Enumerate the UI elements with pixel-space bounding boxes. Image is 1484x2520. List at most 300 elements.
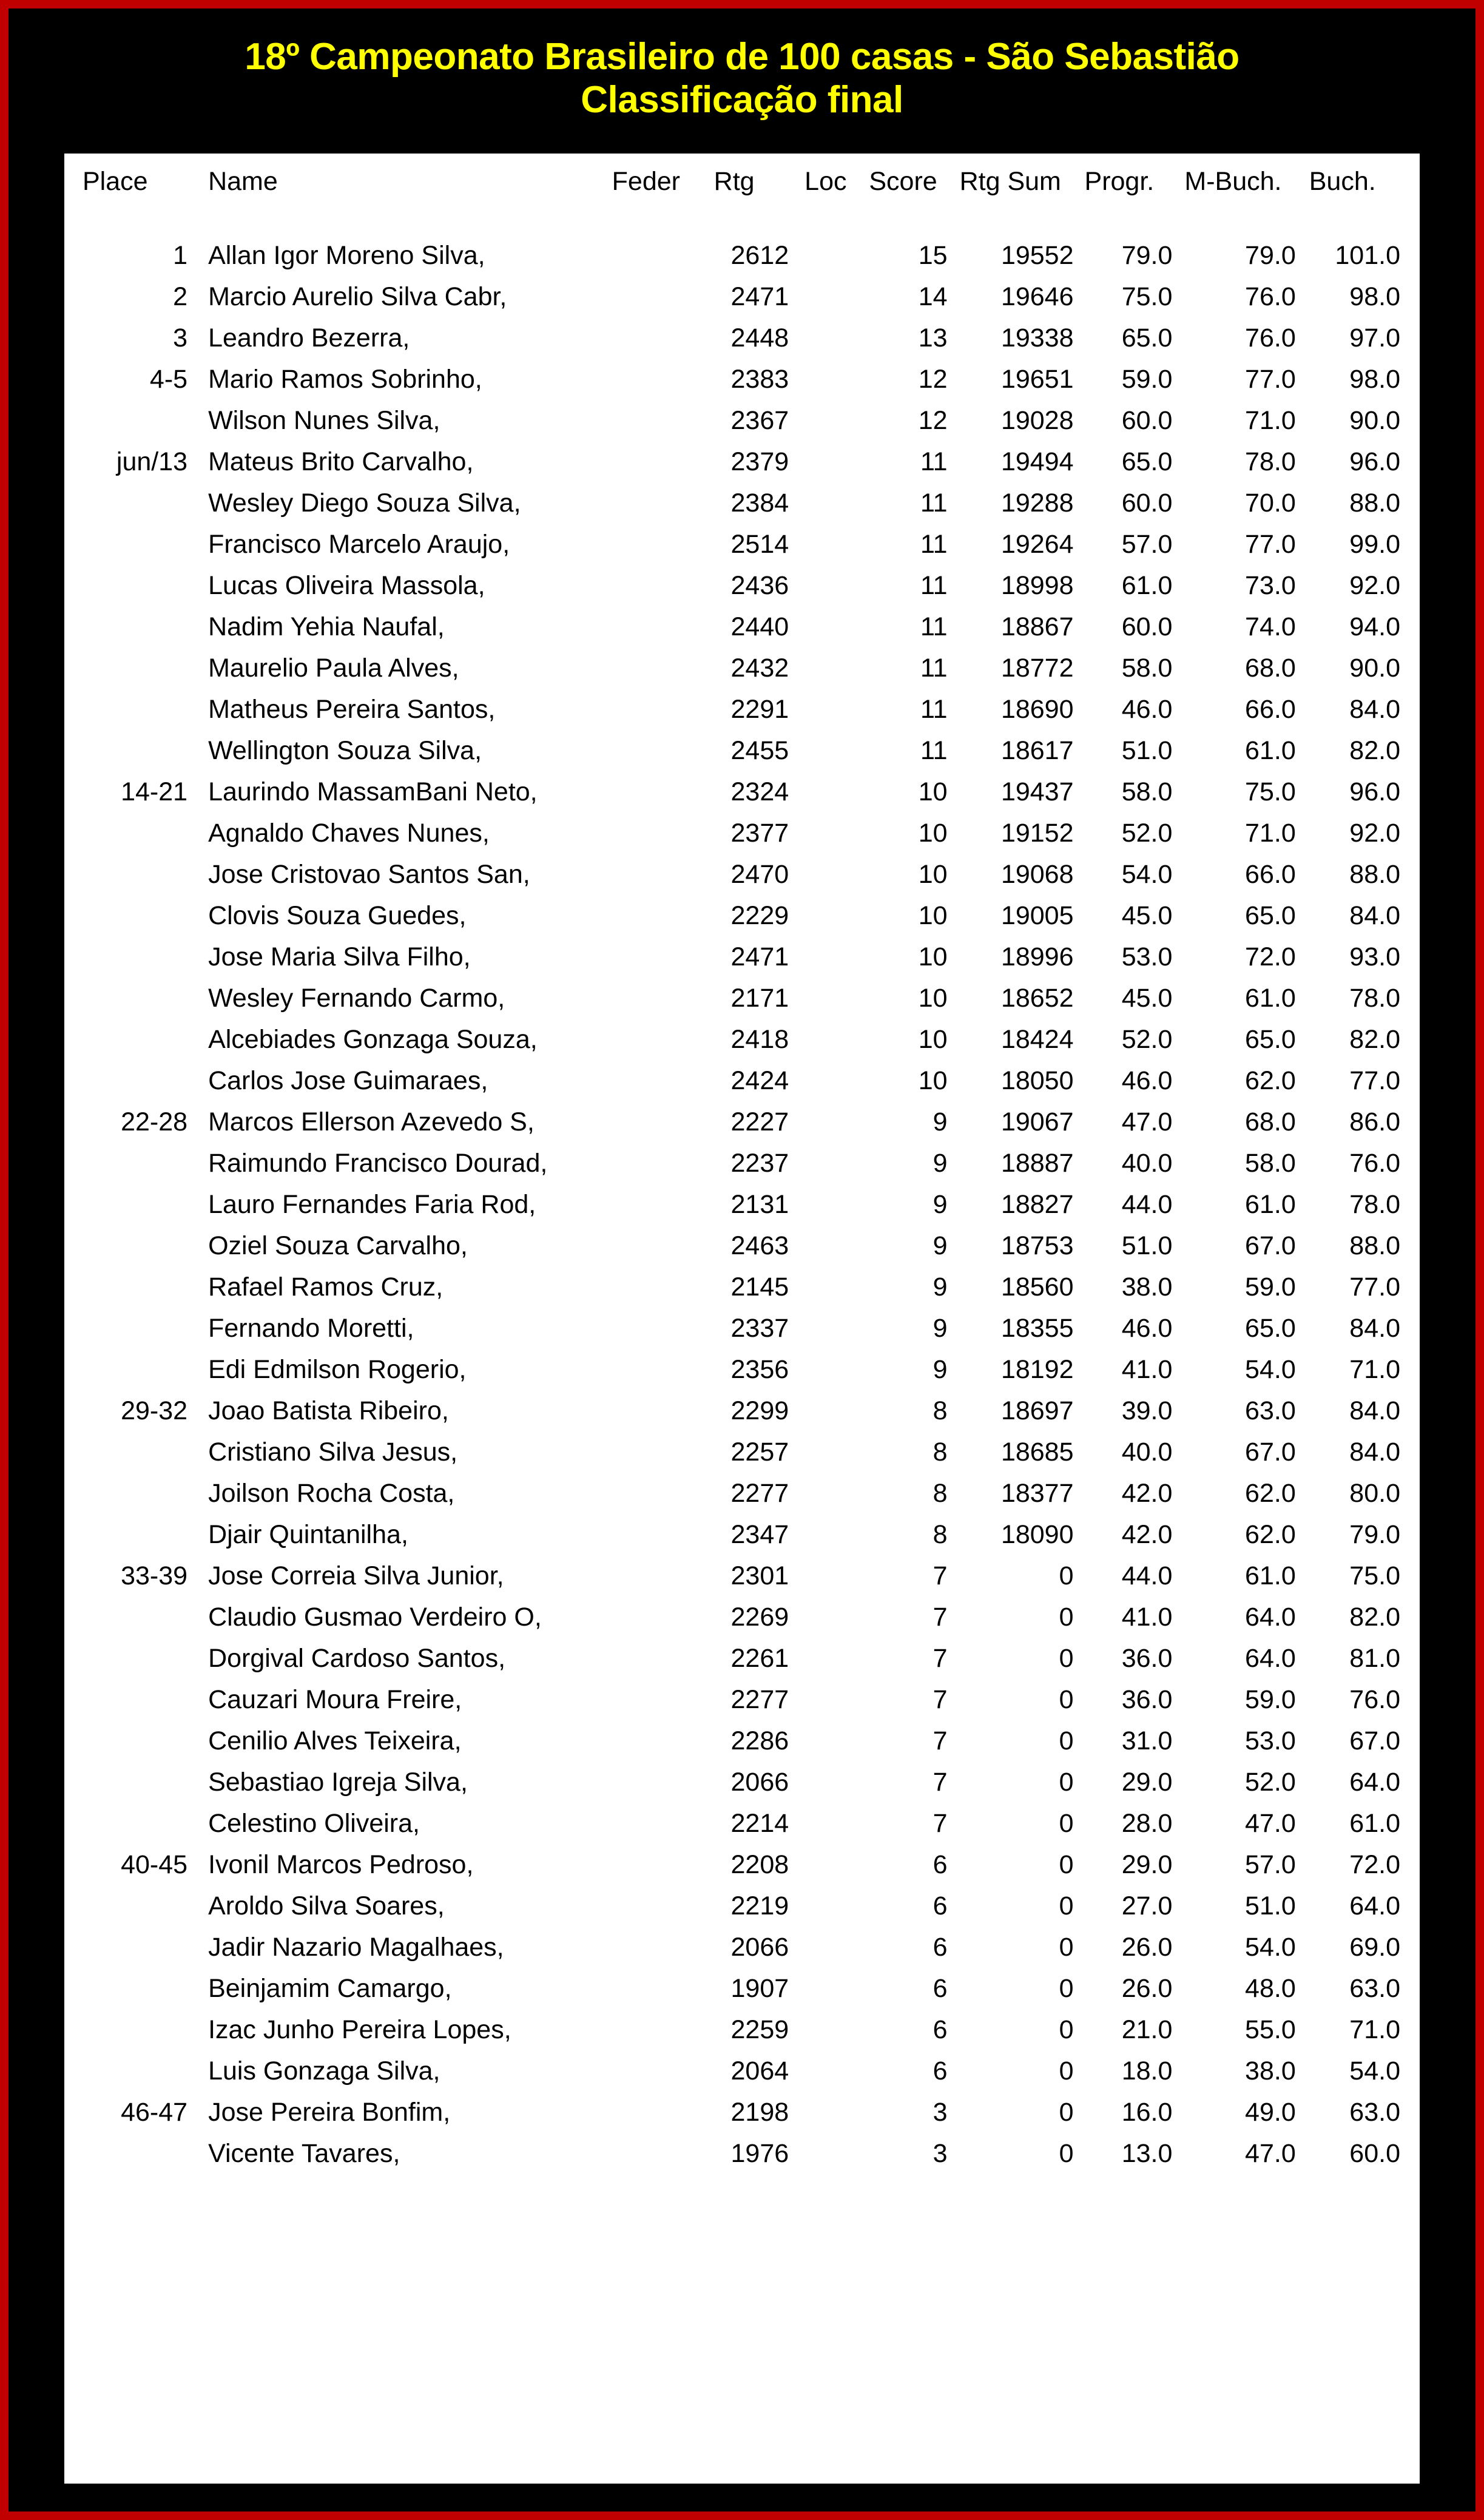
cell-rtg-sum: 18617 [1000, 736, 1074, 766]
cell-loc [804, 1432, 869, 1473]
cell-rtg-sum: 0 [1059, 1933, 1074, 1962]
cell-loc [804, 1638, 869, 1680]
cell-place [80, 978, 198, 1019]
cell-loc [804, 1226, 869, 1267]
cell-name: Wilson Nunes Silva, [208, 406, 440, 436]
cell-name: Fernando Moretti, [208, 1314, 414, 1343]
cell-buch: 61.0 [1349, 1809, 1400, 1839]
cell-place [80, 1350, 198, 1391]
cell-rtg: 2470 [730, 860, 789, 890]
cell-name: Celestino Oliveira, [208, 1809, 420, 1839]
cell-progr: 45.0 [1121, 901, 1173, 931]
cell-loc [804, 854, 869, 896]
cell-progr: 27.0 [1121, 1891, 1173, 1921]
cell-name: Djair Quintanilha, [208, 1520, 408, 1550]
cell-rtg: 1976 [730, 2139, 789, 2169]
cell-loc [804, 1803, 869, 1845]
cell-m-buch: 62.0 [1245, 1066, 1296, 1096]
cell-loc [804, 772, 869, 813]
cell-buch: 79.0 [1349, 1520, 1400, 1550]
cell-rtg: 2269 [730, 1603, 789, 1632]
cell-rtg-sum: 0 [1059, 1644, 1074, 1674]
cell-rtg: 2514 [730, 530, 789, 559]
cell-loc [804, 400, 869, 442]
table-row [80, 2010, 1404, 2051]
cell-name: Cauzari Moura Freire, [208, 1685, 462, 1715]
table-header [80, 164, 1404, 215]
cell-rtg: 2145 [730, 1272, 789, 1302]
cell-rtg-sum: 0 [1059, 1974, 1074, 2004]
cell-buch: 60.0 [1349, 2139, 1400, 2169]
cell-progr: 58.0 [1121, 654, 1173, 683]
cell-place [80, 483, 198, 524]
table-row [80, 1515, 1404, 1556]
cell-progr: 59.0 [1121, 365, 1173, 394]
cell-score: 6 [933, 1933, 948, 1962]
cell-rtg: 2424 [730, 1066, 789, 1096]
cell-loc [804, 896, 869, 937]
table-row [80, 1638, 1404, 1680]
table-body [80, 215, 1404, 2175]
cell-rtg-sum: 18090 [1000, 1520, 1074, 1550]
cell-score: 11 [920, 488, 948, 518]
cell-name: Mario Ramos Sobrinho, [208, 365, 482, 394]
cell-feder [612, 1968, 708, 2010]
cell-name: Izac Junho Pereira Lopes, [208, 2015, 511, 2045]
cell-feder [612, 1184, 708, 1226]
cell-place [80, 1803, 198, 1845]
cell-rtg-sum: 19651 [1000, 365, 1074, 394]
cell-rtg: 2471 [730, 942, 789, 972]
cell-progr: 53.0 [1121, 942, 1173, 972]
table-row [80, 2051, 1404, 2092]
cell-name: Nadim Yehia Naufal, [208, 612, 445, 642]
cell-loc [804, 1886, 869, 1927]
cell-m-buch: 71.0 [1245, 406, 1296, 436]
cell-rtg-sum: 19028 [1000, 406, 1074, 436]
cell-buch: 101.0 [1335, 241, 1400, 271]
cell-buch: 76.0 [1349, 1685, 1400, 1715]
cell-progr: 51.0 [1121, 736, 1173, 766]
cell-place [80, 813, 198, 854]
standings-table [80, 164, 1404, 2175]
cell-place [80, 1968, 198, 2010]
table-row [80, 235, 1404, 277]
cell-place [80, 1061, 198, 1102]
cell-rtg: 2471 [730, 282, 789, 312]
table-row [80, 1308, 1404, 1350]
cell-buch: 96.0 [1349, 447, 1400, 477]
cell-score: 6 [933, 1850, 948, 1880]
cell-rtg-sum: 18887 [1000, 1149, 1074, 1178]
cell-buch: 64.0 [1349, 1768, 1400, 1797]
cell-progr: 39.0 [1121, 1396, 1173, 1426]
cell-progr: 46.0 [1121, 695, 1173, 725]
cell-rtg: 2286 [730, 1726, 789, 1756]
cell-place [80, 2133, 198, 2175]
cell-place [80, 2010, 198, 2051]
cell-progr: 52.0 [1121, 1025, 1173, 1055]
cell-rtg-sum: 18192 [1000, 1355, 1074, 1385]
cell-score: 6 [933, 2056, 948, 2086]
cell-m-buch: 74.0 [1245, 612, 1296, 642]
cell-m-buch: 59.0 [1245, 1685, 1296, 1715]
cell-rtg-sum: 18690 [1000, 695, 1074, 725]
cell-rtg: 2301 [730, 1561, 789, 1591]
cell-progr: 60.0 [1121, 612, 1173, 642]
cell-score: 9 [933, 1107, 948, 1137]
cell-progr: 47.0 [1121, 1107, 1173, 1137]
cell-rtg: 2259 [730, 2015, 789, 2045]
cell-m-buch: 75.0 [1245, 777, 1296, 807]
cell-m-buch: 61.0 [1245, 1190, 1296, 1220]
cell-m-buch: 65.0 [1245, 901, 1296, 931]
cell-loc [804, 524, 869, 566]
table-row [80, 2133, 1404, 2175]
cell-feder [612, 648, 708, 689]
cell-place: 1 [173, 241, 188, 271]
table-row [80, 1886, 1404, 1927]
cell-loc [804, 1102, 869, 1143]
cell-loc [804, 1350, 869, 1391]
cell-place: 2 [173, 282, 188, 312]
cell-feder [612, 277, 708, 318]
cell-buch: 99.0 [1349, 530, 1400, 559]
cell-feder [612, 1845, 708, 1886]
cell-place: 4-5 [149, 365, 188, 394]
cell-place [80, 1019, 198, 1061]
cell-buch: 88.0 [1349, 860, 1400, 890]
cell-place [80, 1638, 198, 1680]
cell-rtg-sum: 18560 [1000, 1272, 1074, 1302]
cell-rtg: 2237 [730, 1149, 789, 1178]
table-row [80, 648, 1404, 689]
cell-m-buch: 77.0 [1245, 365, 1296, 394]
cell-name: Lauro Fernandes Faria Rod, [208, 1190, 536, 1220]
cell-feder [612, 1308, 708, 1350]
cell-m-buch: 76.0 [1245, 282, 1296, 312]
cell-name: Francisco Marcelo Araujo, [208, 530, 510, 559]
cell-m-buch: 76.0 [1245, 323, 1296, 353]
cell-score: 8 [933, 1479, 948, 1508]
cell-rtg-sum: 19005 [1000, 901, 1074, 931]
cell-rtg: 2384 [730, 488, 789, 518]
cell-m-buch: 66.0 [1245, 695, 1296, 725]
cell-rtg-sum: 18377 [1000, 1479, 1074, 1508]
cell-rtg: 2227 [730, 1107, 789, 1137]
cell-score: 7 [933, 1603, 948, 1632]
table-row [80, 1845, 1404, 1886]
cell-rtg: 2432 [730, 654, 789, 683]
cell-m-buch: 47.0 [1245, 1809, 1296, 1839]
cell-feder [612, 442, 708, 483]
cell-buch: 72.0 [1349, 1850, 1400, 1880]
cell-loc [804, 2092, 869, 2133]
column-header-rtg-sum: Rtg Sum [959, 166, 1061, 196]
cell-buch: 86.0 [1349, 1107, 1400, 1137]
cell-rtg-sum: 18753 [1000, 1231, 1074, 1261]
cell-score: 7 [933, 1768, 948, 1797]
cell-progr: 42.0 [1121, 1520, 1173, 1550]
column-header-buch: Buch. [1309, 166, 1376, 196]
cell-score: 11 [920, 654, 948, 683]
cell-name: Leandro Bezerra, [208, 323, 410, 353]
cell-rtg-sum: 18424 [1000, 1025, 1074, 1055]
cell-loc [804, 1391, 869, 1432]
cell-m-buch: 67.0 [1245, 1231, 1296, 1261]
column-header-name: Name [208, 166, 278, 196]
table-row [80, 442, 1404, 483]
cell-place [80, 1762, 198, 1803]
cell-buch: 84.0 [1349, 1314, 1400, 1343]
table-row [80, 1102, 1404, 1143]
cell-rtg-sum: 18867 [1000, 612, 1074, 642]
cell-rtg: 2214 [730, 1809, 789, 1839]
cell-rtg-sum: 18998 [1000, 571, 1074, 601]
cell-progr: 61.0 [1121, 571, 1173, 601]
cell-name: Matheus Pereira Santos, [208, 695, 496, 725]
cell-feder [612, 1226, 708, 1267]
cell-place: jun/13 [116, 447, 188, 477]
cell-m-buch: 51.0 [1245, 1891, 1296, 1921]
column-header-score: Score [869, 166, 937, 196]
cell-place: 14-21 [121, 777, 188, 807]
cell-buch: 63.0 [1349, 1974, 1400, 2004]
cell-rtg: 2379 [730, 447, 789, 477]
cell-progr: 51.0 [1121, 1231, 1173, 1261]
cell-buch: 82.0 [1349, 1025, 1400, 1055]
cell-score: 3 [933, 2139, 948, 2169]
cell-m-buch: 62.0 [1245, 1479, 1296, 1508]
cell-buch: 77.0 [1349, 1272, 1400, 1302]
cell-name: Marcio Aurelio Silva Cabr, [208, 282, 507, 312]
cell-place [80, 731, 198, 772]
cell-rtg-sum: 0 [1059, 1809, 1074, 1839]
cell-name: Cenilio Alves Teixeira, [208, 1726, 462, 1756]
cell-progr: 46.0 [1121, 1066, 1173, 1096]
cell-feder [612, 1391, 708, 1432]
cell-feder [612, 1803, 708, 1845]
table-row [80, 1184, 1404, 1226]
cell-m-buch: 63.0 [1245, 1396, 1296, 1426]
cell-progr: 42.0 [1121, 1479, 1173, 1508]
cell-loc [804, 359, 869, 400]
cell-progr: 54.0 [1121, 860, 1173, 890]
cell-place [80, 1308, 198, 1350]
cell-m-buch: 73.0 [1245, 571, 1296, 601]
column-header-m-buch: M-Buch. [1184, 166, 1282, 196]
cell-loc [804, 318, 869, 359]
table-row [80, 1968, 1404, 2010]
cell-name: Raimundo Francisco Dourad, [208, 1149, 548, 1178]
table-row [80, 1556, 1404, 1597]
cell-feder [612, 1432, 708, 1473]
cell-score: 12 [918, 406, 948, 436]
cell-place [80, 648, 198, 689]
standings-table-container [64, 154, 1420, 2484]
cell-feder [612, 1721, 708, 1762]
table-row [80, 896, 1404, 937]
cell-progr: 65.0 [1121, 447, 1173, 477]
table-row [80, 607, 1404, 648]
cell-m-buch: 54.0 [1245, 1355, 1296, 1385]
cell-buch: 75.0 [1349, 1561, 1400, 1591]
cell-loc [804, 2010, 869, 2051]
cell-place [80, 1515, 198, 1556]
cell-buch: 84.0 [1349, 1396, 1400, 1426]
cell-buch: 98.0 [1349, 282, 1400, 312]
cell-place [80, 1143, 198, 1184]
cell-m-buch: 65.0 [1245, 1314, 1296, 1343]
cell-rtg-sum: 18827 [1000, 1190, 1074, 1220]
cell-feder [612, 524, 708, 566]
cell-m-buch: 64.0 [1245, 1644, 1296, 1674]
cell-feder [612, 1267, 708, 1308]
cell-rtg: 2066 [730, 1768, 789, 1797]
cell-place [80, 524, 198, 566]
cell-name: Wesley Fernando Carmo, [208, 984, 505, 1013]
cell-buch: 90.0 [1349, 654, 1400, 683]
cell-feder [612, 1886, 708, 1927]
cell-loc [804, 937, 869, 978]
cell-feder [612, 1556, 708, 1597]
cell-name: Wesley Diego Souza Silva, [208, 488, 521, 518]
cell-m-buch: 68.0 [1245, 1107, 1296, 1137]
cell-rtg-sum: 0 [1059, 1768, 1074, 1797]
cell-progr: 26.0 [1121, 1974, 1173, 2004]
cell-place: 3 [173, 323, 188, 353]
cell-progr: 45.0 [1121, 984, 1173, 1013]
cell-rtg: 2337 [730, 1314, 789, 1343]
cell-rtg-sum: 0 [1059, 2015, 1074, 2045]
cell-place [80, 896, 198, 937]
cell-rtg-sum: 0 [1059, 2098, 1074, 2127]
cell-place: 33-39 [121, 1561, 188, 1591]
cell-name: Alcebiades Gonzaga Souza, [208, 1025, 538, 1055]
cell-buch: 84.0 [1349, 1437, 1400, 1467]
cell-feder [612, 1927, 708, 1968]
cell-rtg-sum: 18050 [1000, 1066, 1074, 1096]
cell-buch: 77.0 [1349, 1066, 1400, 1096]
page-subtitle: Classificação final [581, 79, 903, 121]
cell-name: Clovis Souza Guedes, [208, 901, 467, 931]
cell-score: 6 [933, 2015, 948, 2045]
table-row [80, 1680, 1404, 1721]
cell-m-buch: 59.0 [1245, 1272, 1296, 1302]
cell-rtg: 2448 [730, 323, 789, 353]
cell-progr: 60.0 [1121, 406, 1173, 436]
cell-m-buch: 52.0 [1245, 1768, 1296, 1797]
cell-rtg: 2383 [730, 365, 789, 394]
cell-buch: 84.0 [1349, 695, 1400, 725]
cell-progr: 13.0 [1121, 2139, 1173, 2169]
cell-rtg: 2347 [730, 1520, 789, 1550]
cell-rtg-sum: 19288 [1000, 488, 1074, 518]
cell-name: Maurelio Paula Alves, [208, 654, 459, 683]
cell-name: Aroldo Silva Soares, [208, 1891, 445, 1921]
cell-feder [612, 1473, 708, 1515]
cell-score: 9 [933, 1190, 948, 1220]
cell-loc [804, 1515, 869, 1556]
cell-loc [804, 1473, 869, 1515]
cell-name: Joilson Rocha Costa, [208, 1479, 455, 1508]
cell-m-buch: 47.0 [1245, 2139, 1296, 2169]
cell-score: 10 [918, 984, 948, 1013]
table-row [80, 483, 1404, 524]
table-row [80, 318, 1404, 359]
cell-progr: 41.0 [1121, 1603, 1173, 1632]
table-row [80, 277, 1404, 318]
table-row [80, 1226, 1404, 1267]
cell-score: 7 [933, 1561, 948, 1591]
cell-buch: 88.0 [1349, 488, 1400, 518]
cell-feder [612, 235, 708, 277]
cell-place [80, 937, 198, 978]
cell-name: Jose Pereira Bonfim, [208, 2098, 451, 2127]
cell-m-buch: 57.0 [1245, 1850, 1296, 1880]
cell-name: Luis Gonzaga Silva, [208, 2056, 440, 2086]
cell-score: 9 [933, 1314, 948, 1343]
cell-m-buch: 54.0 [1245, 1933, 1296, 1962]
cell-feder [612, 1762, 708, 1803]
cell-m-buch: 61.0 [1245, 984, 1296, 1013]
table-row [80, 1432, 1404, 1473]
cell-progr: 26.0 [1121, 1933, 1173, 1962]
cell-progr: 58.0 [1121, 777, 1173, 807]
cell-rtg-sum: 19068 [1000, 860, 1074, 890]
cell-buch: 93.0 [1349, 942, 1400, 972]
cell-buch: 82.0 [1349, 1603, 1400, 1632]
cell-buch: 81.0 [1349, 1644, 1400, 1674]
cell-place [80, 1927, 198, 1968]
cell-score: 13 [918, 323, 948, 353]
cell-m-buch: 78.0 [1245, 447, 1296, 477]
cell-m-buch: 70.0 [1245, 488, 1296, 518]
cell-name: Joao Batista Ribeiro, [208, 1396, 449, 1426]
cell-rtg: 2066 [730, 1933, 789, 1962]
cell-progr: 31.0 [1121, 1726, 1173, 1756]
cell-feder [612, 566, 708, 607]
cell-m-buch: 53.0 [1245, 1726, 1296, 1756]
cell-place [80, 1597, 198, 1638]
cell-loc [804, 235, 869, 277]
table-row [80, 1803, 1404, 1845]
cell-rtg-sum: 0 [1059, 1850, 1074, 1880]
cell-score: 6 [933, 1891, 948, 1921]
cell-buch: 78.0 [1349, 984, 1400, 1013]
table-row [80, 1143, 1404, 1184]
cell-progr: 21.0 [1121, 2015, 1173, 2045]
table-row [80, 1762, 1404, 1803]
cell-rtg: 2229 [730, 901, 789, 931]
cell-score: 3 [933, 2098, 948, 2127]
cell-progr: 36.0 [1121, 1685, 1173, 1715]
table-row [80, 359, 1404, 400]
cell-feder [612, 1102, 708, 1143]
cell-loc [804, 607, 869, 648]
cell-place: 29-32 [121, 1396, 188, 1426]
cell-buch: 98.0 [1349, 365, 1400, 394]
cell-rtg: 2463 [730, 1231, 789, 1261]
cell-place [80, 689, 198, 731]
cell-buch: 84.0 [1349, 901, 1400, 931]
cell-feder [612, 1061, 708, 1102]
cell-m-buch: 65.0 [1245, 1025, 1296, 1055]
cell-feder [612, 359, 708, 400]
cell-progr: 40.0 [1121, 1437, 1173, 1467]
cell-rtg: 2455 [730, 736, 789, 766]
cell-name: Jadir Nazario Magalhaes, [208, 1933, 504, 1962]
